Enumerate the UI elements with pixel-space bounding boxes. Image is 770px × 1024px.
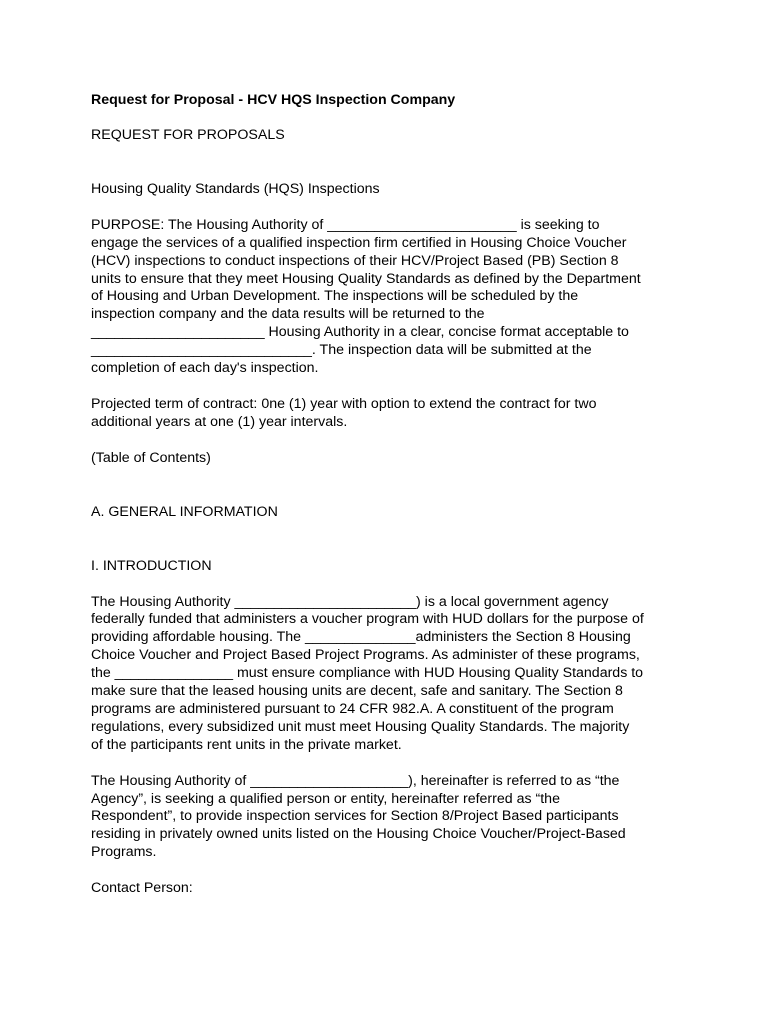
document-title: Request for Proposal - HCV HQS Inspection Company xyxy=(91,92,456,108)
section-a-heading: A. GENERAL INFORMATION xyxy=(91,503,278,520)
hqs-subheading: Housing Quality Standards (HQS) Inspections xyxy=(91,180,380,197)
introduction-paragraph-2: The Housing Authority of ____________________), hereinafter is referred to as “the Agency”, is seeking a qualified person or entity, hereinafter referred as “the Respondent”, to provide inspection services for Section 8/Project Based participants residing in privately owned units listed on the Housing Choice Voucher/Project-Based Programs. xyxy=(91,772,626,861)
table-of-contents-note: (Table of Contents) xyxy=(91,449,211,466)
purpose-paragraph: PURPOSE: The Housing Authority of ________________________ is seeking to engage the services of a qualified inspection firm certified in Housing Choice Voucher (HCV) inspections to conduct inspections of their HCV/Project Based (PB) Section 8 units to ensure that they meet Housing Quality Standards as defined by the Department of Housing and Urban Development. The inspections will be scheduled by the inspection company and the data results will be returned to the ______________________ Housing Authority in a clear, concise format acceptable to ____________________________. The inspection data will be submitted at the completion of each day's inspection. xyxy=(91,216,641,377)
contract-term-paragraph: Projected term of contract: 0ne (1) year with option to extend the contract for two additional years at one (1) year intervals. xyxy=(91,395,597,430)
section-i-heading: I. INTRODUCTION xyxy=(91,557,212,574)
introduction-paragraph-1: The Housing Authority _______________________) is a local government agency federally funded that administers a voucher program with HUD dollars for the purpose of providing affordable housing. The ______________administers the Section 8 Housing Choice Voucher and Project Based Project Programs. As administer of these programs, the _______________ must ensure compliance with HUD Housing Quality Standards to make sure that the leased housing units are decent, safe and sanitary. The Section 8 programs are administered pursuant to 24 CFR 982.A. A constituent of the program regulations, every subsidized unit must meet Housing Quality Standards. The majority of the participants rent units in the private market. xyxy=(91,593,644,753)
rfp-heading: REQUEST FOR PROPOSALS xyxy=(91,127,285,143)
document-page xyxy=(91,92,691,898)
contact-person-label: Contact Person: xyxy=(91,880,193,897)
